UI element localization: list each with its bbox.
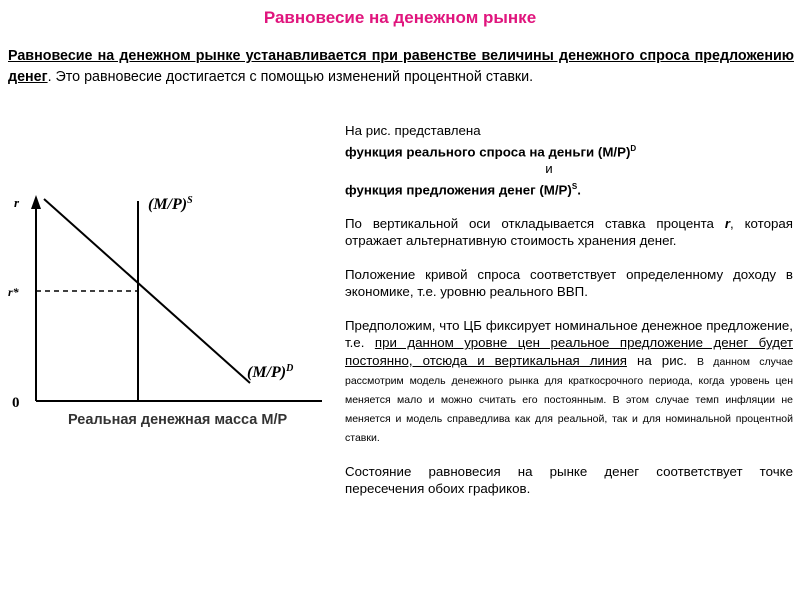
supply-label: $(M/P)^S$ <box>148 195 193 213</box>
page-title: Равновесие на денежном рынке <box>263 8 537 27</box>
demand-function-line: функция реального спроса на деньги $(M/P)^D$ <box>345 143 637 159</box>
equilibrium-paragraph: Состояние равновесия на рынке денег соответствует точке пересечения обоих графиков. <box>345 463 793 497</box>
vertical-axis-paragraph: По вертикальной оси откладывается ставка процента r, которая отражает альтернативную стоимость хранения денег. <box>345 215 793 249</box>
intro-bold-text: Равновесие на денежном рынке устанавливается при равенстве величины денежного спроса предложению денег <box>8 48 794 85</box>
and-line: и <box>545 161 553 177</box>
demand-position-paragraph: Положение кривой спроса соответствует определенному доходу в экономике, т.е. уровню реального ВВП. <box>345 266 793 300</box>
y-axis-label: r <box>14 195 20 210</box>
money-market-graph <box>0 185 330 435</box>
figure-intro-line: На рис. представлена <box>345 123 481 138</box>
y-axis-arrow <box>31 195 41 209</box>
supply-function-line: функция предложения денег $(M/P)^S$. <box>345 181 581 198</box>
origin-label: 0 <box>12 395 20 411</box>
explanation-text <box>345 122 793 498</box>
intro-rest-text: . Это равновесие достигается с помощью изменений процентной ставки. <box>47 69 534 85</box>
demand-label: $(M/P)^D$ <box>247 363 294 381</box>
intro-paragraph <box>8 46 794 88</box>
equilibrium-rate-label: r* <box>8 285 19 299</box>
x-axis-label: Реальная денежная масса M/P <box>68 412 288 428</box>
central-bank-paragraph: Предположим, что ЦБ фиксирует номинальное денежное предложение, т.е. при данном уровне цен реальное предложение денег будет постоянно, отсюда и вертикальная линия на рис. В данном случае рассмотрим модель денежного рынка для краткосрочного периода, когда уровень цен меняется мало и можно считать его постоянным. В этом случае темп инфляции не меняется и модель справедлива как для реальной, так и для номинальной процентной ставки. <box>345 317 793 444</box>
